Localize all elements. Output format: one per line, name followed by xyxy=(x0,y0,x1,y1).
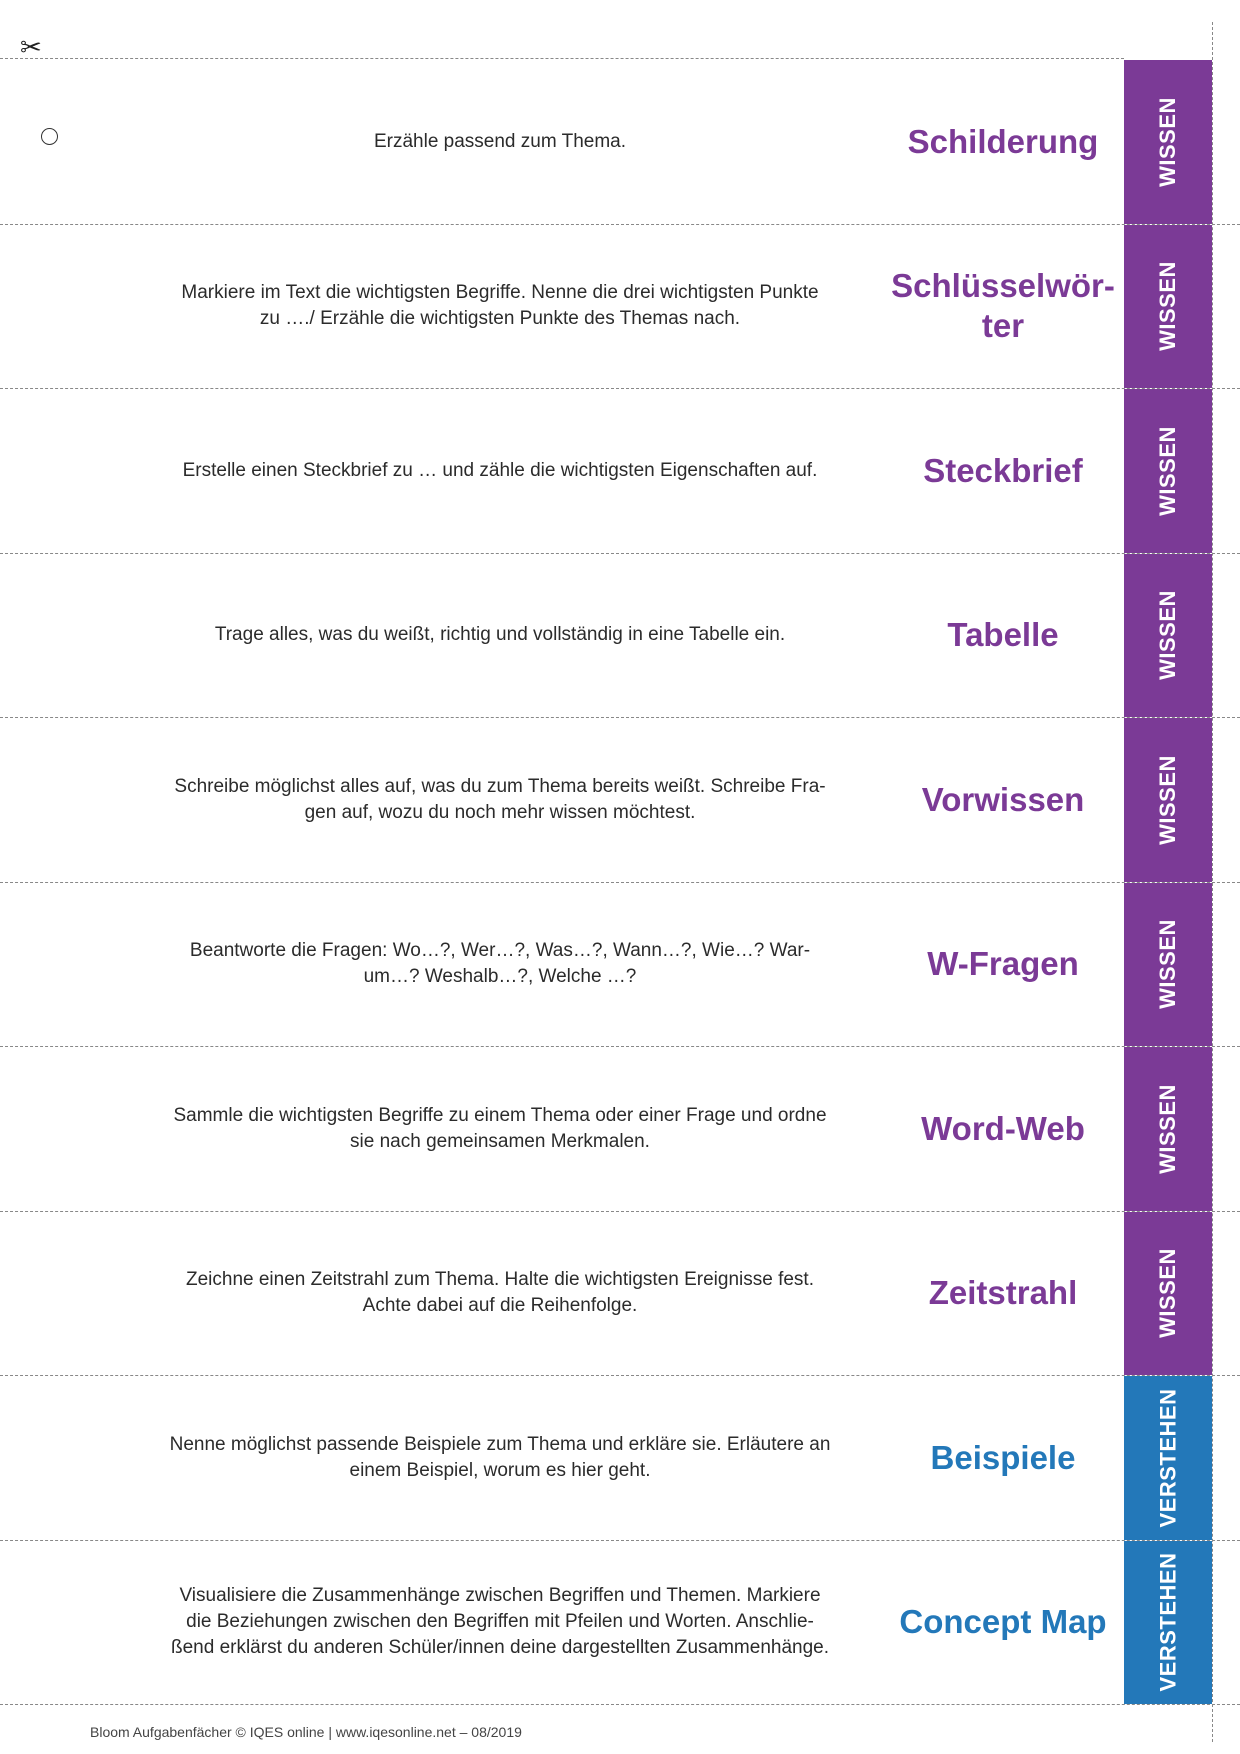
category-label: WISSEN xyxy=(1155,96,1181,187)
category-tab xyxy=(1124,554,1212,718)
task-title: Schilderung xyxy=(907,122,1099,160)
task-card xyxy=(0,1376,1240,1541)
category-label: VERSTEHEN xyxy=(1155,1552,1181,1692)
task-card xyxy=(0,225,1240,390)
category-label: WISSEN xyxy=(1155,425,1181,516)
task-card xyxy=(0,1541,1240,1706)
task-title: Beispiele xyxy=(930,1438,1076,1476)
category-tab xyxy=(1124,225,1212,389)
task-title: Steckbrief xyxy=(923,451,1083,489)
task-title: Zeitstrahl xyxy=(928,1274,1078,1312)
task-description: Nenne möglichst passende Beispiele zum Thema und erkläre sie. Erläutere an einem Beispiel, worum es hier geht. xyxy=(169,1433,831,1481)
task-card xyxy=(0,718,1240,883)
category-label: WISSEN xyxy=(1155,754,1181,845)
scissors-icon: ✂ xyxy=(20,32,42,62)
category-label: WISSEN xyxy=(1155,1083,1181,1174)
task-card xyxy=(0,1047,1240,1212)
task-description: Trage alles, was du weißt, richtig und vollständig in eine Tabelle ein. xyxy=(214,624,786,646)
task-description: Erstelle einen Steckbrief zu … und zähle die wichtigsten Eigenschaften auf. xyxy=(182,459,818,481)
task-title: Vorwissen xyxy=(921,780,1085,818)
category-label: WISSEN xyxy=(1155,590,1181,681)
category-tab xyxy=(1124,1376,1212,1540)
top-cut-line xyxy=(0,58,1124,59)
task-card xyxy=(0,389,1240,554)
task-description: Sammle die wichtigsten Begriffe zu einem Thema oder einer Frage und ordne sie nach gemeinsamen Merkmalen. xyxy=(173,1104,827,1152)
task-title: W-Fragen xyxy=(927,945,1079,983)
category-label: VERSTEHEN xyxy=(1155,1388,1181,1528)
category-tab xyxy=(1124,389,1212,553)
punch-hole-icon xyxy=(41,128,58,145)
card-list xyxy=(0,60,1240,1705)
task-description: Visualisiere die Zusammenhänge zwischen Begriffen und Themen. Markiere die Beziehungen zwischen den Begriffen mit Pfeilen und Worten. Anschlie- ßend erklärst du anderen Schüler/innen deine dargestellten Zusammenhänge. xyxy=(170,1585,830,1659)
task-description: Erzähle passend zum Thema. xyxy=(373,130,627,152)
task-description: Schreibe möglichst alles auf, was du zum Thema bereits weißt. Schreibe Fra- gen auf, wozu du noch mehr wissen möchtest. xyxy=(174,775,826,823)
category-label: WISSEN xyxy=(1155,919,1181,1010)
category-tab xyxy=(1124,718,1212,882)
task-title: Tabelle xyxy=(947,616,1059,654)
category-tab xyxy=(1124,1047,1212,1211)
category-label: WISSEN xyxy=(1155,1248,1181,1339)
task-card xyxy=(0,60,1240,225)
task-card xyxy=(0,1212,1240,1377)
task-title: Word-Web xyxy=(921,1109,1085,1147)
task-title: Schlüsselwör- ter xyxy=(891,267,1115,345)
category-tab xyxy=(1124,60,1212,224)
category-tab xyxy=(1124,1541,1212,1705)
task-title: Concept Map xyxy=(899,1603,1107,1641)
category-tab xyxy=(1124,883,1212,1047)
category-label: WISSEN xyxy=(1155,261,1181,352)
category-tab xyxy=(1124,1212,1212,1376)
task-description: Markiere im Text die wichtigsten Begriffe. Nenne die drei wichtigsten Punkte zu …./ Erzähle die wichtigsten Punkte des Themas nach. xyxy=(181,282,819,330)
task-card xyxy=(0,883,1240,1048)
task-description: Zeichne einen Zeitstrahl zum Thema. Halte die wichtigsten Ereignisse fest. Achte dabei auf die Reihenfolge. xyxy=(185,1269,814,1317)
task-card xyxy=(0,554,1240,719)
task-description: Beantworte die Fragen: Wo…?, Wer…?, Was…?, Wann…?, Wie…? War- um…? Weshalb…?, Welche …? xyxy=(189,940,811,988)
footer-copyright: Bloom Aufgabenfächer © IQES online | www.iqesonline.net – 08/2019 xyxy=(90,1724,522,1740)
